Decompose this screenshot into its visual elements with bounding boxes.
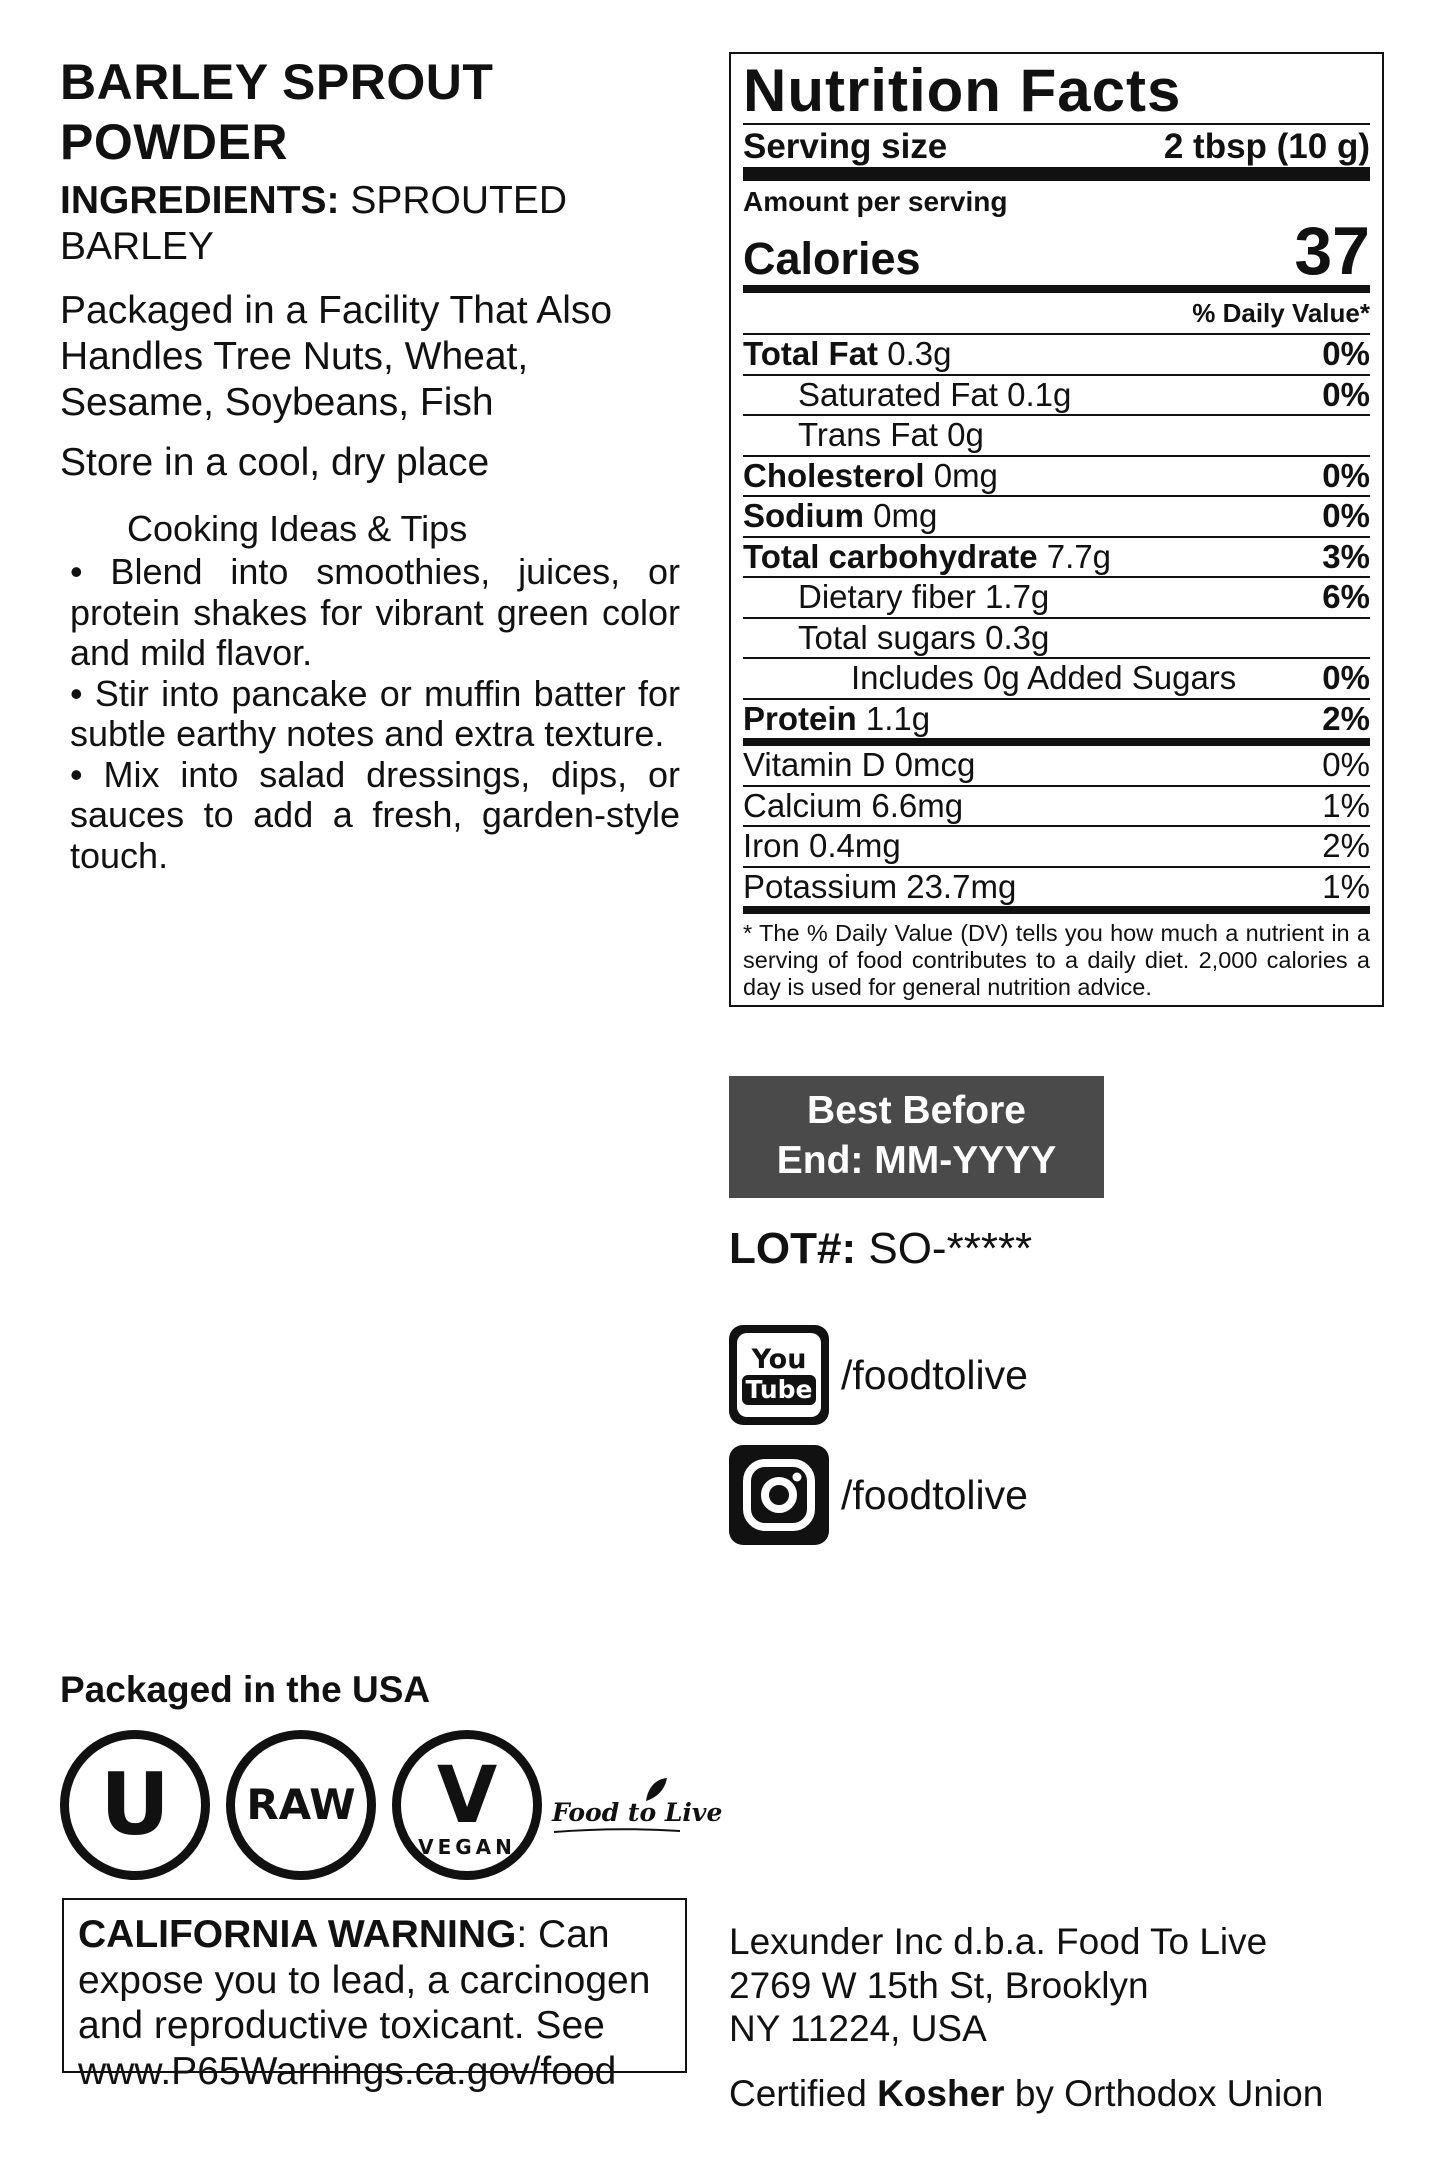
- youtube-icon-tube: Tube: [742, 1375, 817, 1405]
- lot-label: LOT#:: [729, 1224, 857, 1273]
- nutrient-row: [743, 536, 1370, 577]
- nutrient-dv: 3%: [1322, 537, 1370, 575]
- vitamin-row: [743, 866, 1370, 907]
- cert-prefix: Certified: [729, 2073, 867, 2114]
- vitamin-dv: 1%: [1322, 786, 1370, 824]
- brand-logo-text: Food to Live: [552, 1798, 723, 1827]
- cert-bold: Kosher: [877, 2073, 1005, 2114]
- calories-value: 37: [1294, 213, 1370, 289]
- dv-footnote: * The % Daily Value (DV) tells you how much a nutrient in a serving of food contributes to a daily diet. 2,000 calories a day is used for general nutrition advice.: [743, 920, 1370, 1000]
- nutrient-row: [743, 495, 1370, 536]
- kosher-badge-icon: [60, 1730, 210, 1880]
- company-city: NY 11224, USA: [729, 2008, 987, 2049]
- ingredients: [60, 178, 620, 270]
- nutrient-row: [743, 455, 1370, 496]
- vitamin-label: Iron 0.4mg: [743, 827, 901, 864]
- vegan-badge-icon: [392, 1730, 542, 1880]
- vitamin-dv: 2%: [1322, 827, 1370, 864]
- best-before-line2: End: MM-YYYY: [776, 1139, 1057, 1182]
- vitamin-dv: 1%: [1322, 867, 1370, 905]
- product-title: [60, 52, 660, 172]
- calories-row: [743, 213, 1370, 289]
- nutrient-label: Saturated Fat 0.1g: [798, 375, 1072, 413]
- raw-badge-text: RAW: [246, 1780, 356, 1829]
- certification-badges: [60, 1730, 722, 1880]
- youtube-link[interactable]: [729, 1325, 1028, 1425]
- company-name: Lexunder Inc d.b.a. Food To Live: [729, 1921, 1268, 1962]
- daily-value-header: % Daily Value*: [1192, 298, 1370, 328]
- calories-label: Calories: [743, 233, 921, 284]
- nutrient-row: [743, 333, 1370, 374]
- product-title-line2: POWDER: [60, 114, 288, 170]
- warning-label: CALIFORNIA WARNING: [78, 1913, 517, 1956]
- instagram-handle: /foodtolive: [841, 1471, 1028, 1518]
- nutrient-amount: 7.7g: [1046, 537, 1112, 575]
- nutrient-row: [743, 374, 1370, 415]
- vitamin-row: [743, 825, 1370, 866]
- amount-per-serving: Amount per serving: [743, 186, 1008, 217]
- kosher-badge-letter: U: [100, 1755, 170, 1855]
- nutrient-row: [743, 698, 1370, 739]
- nutrient-amount: 0.3g: [887, 335, 952, 372]
- nutrient-amount: 1.1g: [865, 699, 931, 737]
- youtube-icon-you: You: [751, 1344, 807, 1375]
- facility-notice: Packaged in a Facility That Also Handles Tree Nuts, Wheat, Sesame, Soybeans, Fish: [60, 289, 613, 424]
- kosher-certification: [729, 2072, 1323, 2116]
- nutrient-dv: 0%: [1322, 659, 1370, 696]
- nutrient-label: Cholesterol: [743, 456, 925, 494]
- serving-size-value: 2 tbsp (10 g): [1163, 127, 1370, 166]
- ingredients-label: INGREDIENTS:: [60, 179, 340, 222]
- packaged-origin: Packaged in the USA: [60, 1669, 431, 1710]
- tip-item: • Mix into salad dressings, dips, or sauces to add a fresh, garden-style touch.: [70, 753, 680, 876]
- nutrient-label: Total sugars 0.3g: [798, 618, 1050, 656]
- nutrient-label: Trans Fat 0g: [798, 416, 984, 453]
- lot-value: SO-*****: [868, 1224, 1033, 1273]
- serving-size-label: Serving size: [743, 127, 948, 166]
- nutrient-dv: 0%: [1322, 497, 1370, 534]
- tips-list: [70, 552, 680, 876]
- nutrient-dv: 0%: [1322, 456, 1370, 494]
- instagram-link[interactable]: [729, 1445, 1028, 1545]
- ingredients-value: SPROUTED BARLEY: [60, 179, 568, 268]
- tips-heading: Cooking Ideas & Tips: [127, 508, 468, 549]
- nutrient-label: Total carbohydrate: [743, 537, 1038, 575]
- nutrient-amount: 0mg: [933, 456, 998, 494]
- california-warning: [62, 1898, 687, 2093]
- vitamin-row: [743, 785, 1370, 826]
- nutrient-amount: 0mg: [873, 497, 938, 534]
- best-before-box: [729, 1076, 1104, 1198]
- vegan-badge-letter: V: [436, 1751, 498, 1841]
- nutrient-dv: 0%: [1322, 335, 1370, 372]
- serving-size-row: [743, 125, 1370, 167]
- lot-number: [729, 1224, 1032, 1274]
- nutrient-dv: 6%: [1322, 578, 1370, 615]
- nutrient-label: Sodium: [743, 497, 864, 534]
- nutrient-row: [743, 576, 1370, 617]
- cert-suffix: by Orthodox Union: [1014, 2073, 1324, 2114]
- nutrient-label: Total Fat: [743, 335, 879, 372]
- product-title-line1: BARLEY SPROUT: [60, 54, 494, 110]
- nutrient-row: [743, 414, 1370, 455]
- vegan-badge-text: VEGAN: [418, 1835, 516, 1859]
- company-street: 2769 W 15th St, Brooklyn: [729, 1964, 1149, 2006]
- tip-item: • Blend into smoothies, juices, or protein shakes for vibrant green color and mild flavor.: [70, 551, 680, 673]
- nutrition-facts-panel: [729, 52, 1384, 1007]
- best-before-line1: Best Before: [807, 1089, 1026, 1132]
- vitamin-label: Potassium 23.7mg: [743, 867, 1017, 905]
- brand-logo-icon: [552, 1775, 722, 1835]
- youtube-handle: /foodtolive: [841, 1351, 1028, 1398]
- vitamin-label: Calcium 6.6mg: [743, 786, 964, 824]
- nutrient-label: Protein: [743, 699, 857, 737]
- company-address: [729, 1920, 1267, 2051]
- nutrient-dv: 0%: [1322, 375, 1370, 413]
- nutrition-facts-title: Nutrition Facts: [743, 57, 1182, 124]
- warning-text: : Can expose you to lead, a carcinogen and reproductive toxicant. See www.P65Warnings.ca.gov/food: [78, 1913, 651, 2093]
- nutrient-row: [743, 617, 1370, 658]
- raw-badge-icon: [226, 1730, 376, 1880]
- vitamin-dv: 0%: [1322, 746, 1370, 783]
- nutrient-label: Dietary fiber 1.7g: [798, 578, 1050, 615]
- nutrient-row: [743, 657, 1370, 698]
- instagram-icon: [729, 1445, 829, 1545]
- nutrient-label: Includes 0g Added Sugars: [851, 659, 1237, 696]
- youtube-icon: [729, 1325, 829, 1425]
- tip-item: • Stir into pancake or muffin batter for subtle earthy notes and extra texture.: [70, 672, 680, 754]
- nutrient-dv: 2%: [1322, 699, 1370, 737]
- storage-instructions: Store in a cool, dry place: [60, 441, 490, 484]
- vitamin-label: Vitamin D 0mcg: [743, 746, 976, 783]
- vitamin-row: [743, 746, 1370, 785]
